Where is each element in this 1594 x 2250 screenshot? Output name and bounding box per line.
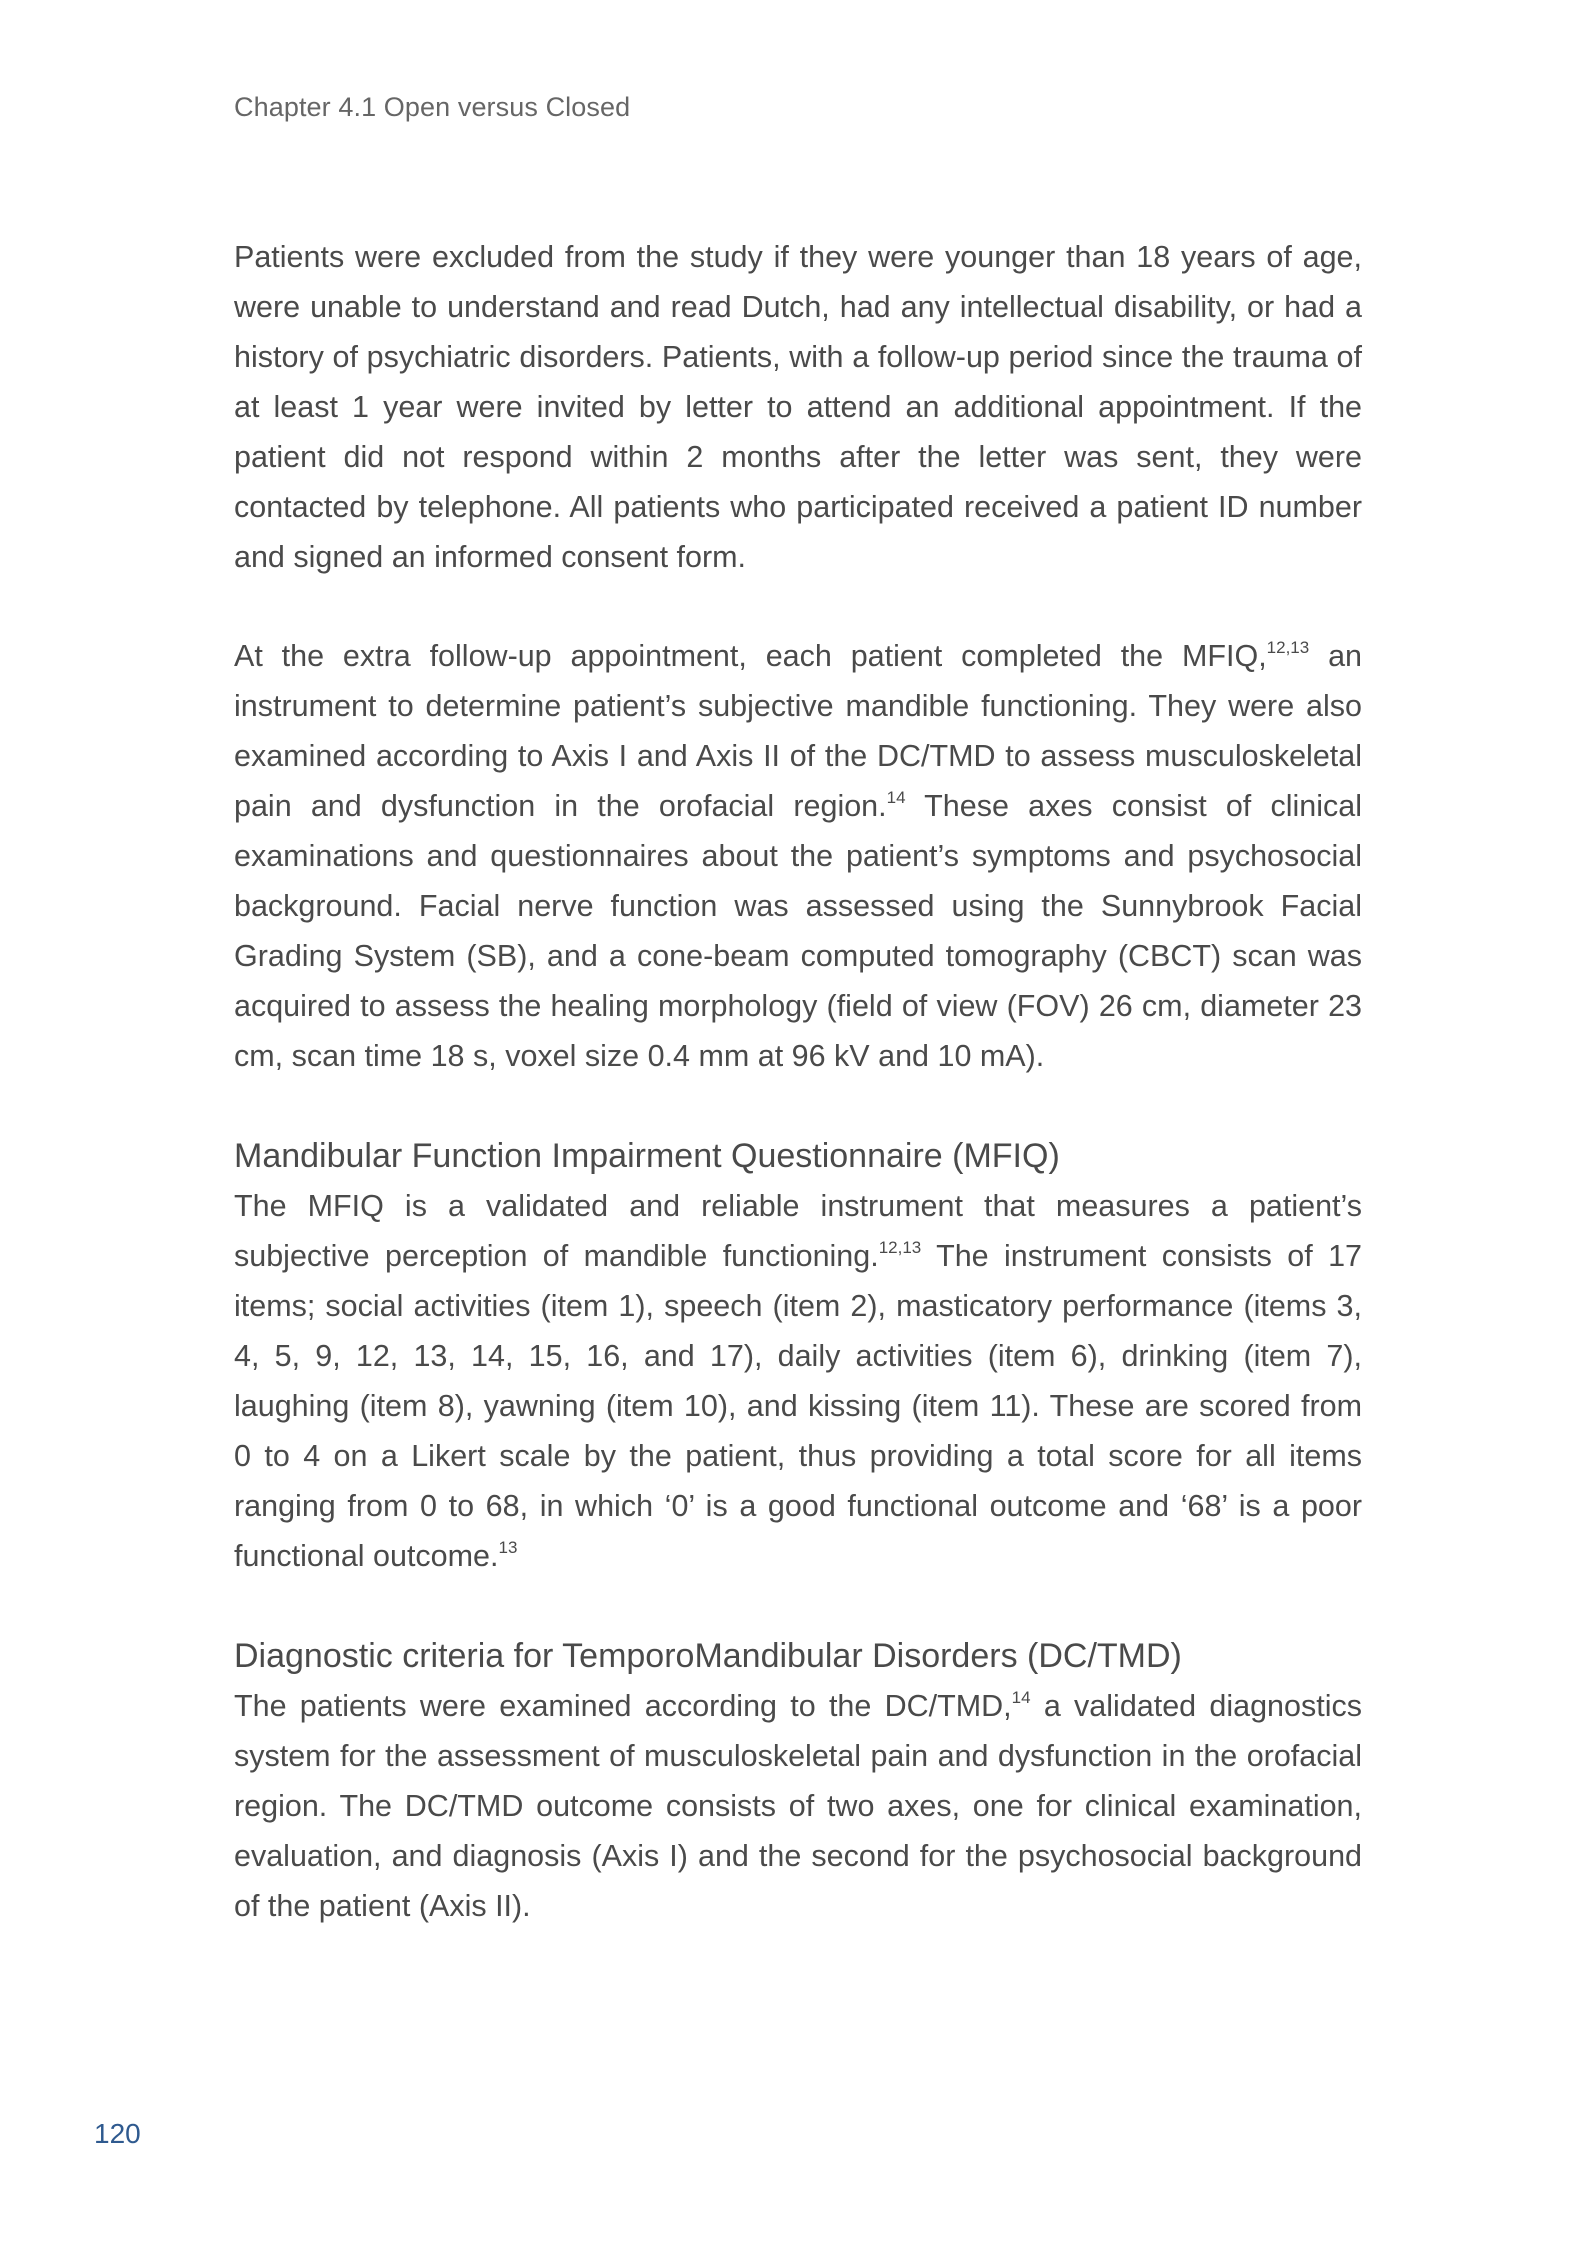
section-heading-dctmd: Diagnostic criteria for TemporoMandibular Disorders (DC/TMD) [234, 1637, 1182, 1675]
paragraph-text: At the extra follow-up appointment, each patient completed the MFIQ, [234, 639, 1267, 673]
paragraph-text: These axes consist of clinical examinations and questionnaires about the patient’s symptoms and psychosocial background. Facial nerve function was assessed using the Sunnybrook Facial Grading System (SB), and a cone-beam computed tomography (CBCT) scan was acquired to assess the healing morphology (field of view (FOV) 26 cm, diameter 23 cm, scan time 18 s, voxel size 0.4 mm at 96 kV and 10 mA). [234, 789, 1362, 1073]
paragraph-exclusion-criteria [234, 232, 1362, 582]
section-heading-mfiq: Mandibular Function Impairment Questionnaire (MFIQ) [234, 1137, 1060, 1175]
paragraph-text: an instrument to determine patient’s subjective mandible functioning. They were also examined according to Axis I and Axis II of the DC/TMD to assess musculoskeletal pain and dysfunction in the orofacial region. [234, 639, 1362, 823]
running-header: Chapter 4.1 Open versus Closed [234, 92, 631, 122]
section-mfiq [234, 1131, 1362, 1581]
page-number: 120 [94, 2118, 141, 2149]
paragraph-dctmd [234, 1681, 1362, 1931]
body-text [234, 232, 1362, 1931]
citation-superscript: 12,13 [878, 1237, 922, 1257]
paragraph-text: a validated diagnostics system for the assessment of musculoskeletal pain and dysfunction in the orofacial region. The DC/TMD outcome consists of two axes, one for clinical examination, evaluation, and diagnosis (Axis I) and the second for the psychosocial background of the patient (Axis II). [234, 1689, 1362, 1923]
citation-superscript: 14 [886, 787, 906, 807]
citation-superscript: 13 [498, 1537, 518, 1557]
paragraph-text: The MFIQ is a validated and reliable instrument that measures a patient’s subjective perception of mandible functioning. [234, 1189, 1362, 1273]
paragraph-follow-up-appointment [234, 631, 1362, 1081]
citation-superscript: 14 [1011, 1687, 1031, 1707]
paragraph-text: Patients were excluded from the study if they were younger than 18 years of age, were unable to understand and read Dutch, had any intellectual disability, or had a history of psychiatric disorders. Patients, with a follow-up period since the trauma of at least 1 year were invited by letter to attend an additional appointment. If the patient did not respond within 2 months after the letter was sent, they were contacted by telephone. All patients who participated received a patient ID number and signed an informed consent form. [234, 240, 1362, 574]
paragraph-mfiq [234, 1181, 1362, 1581]
paragraph-text: The patients were examined according to the DC/TMD, [234, 1689, 1012, 1723]
section-dctmd [234, 1631, 1362, 1931]
paragraph-text: The instrument consists of 17 items; social activities (item 1), speech (item 2), masticatory performance (items 3, 4, 5, 9, 12, 13, 14, 15, 16, and 17), daily activities (item 6), drinking (item 7), laughing (item 8), yawning (item 10), and kissing (item 11). These are scored from 0 to 4 on a Likert scale by the patient, thus providing a total score for all items ranging from 0 to 68, in which ‘0’ is a good functional outcome and ‘68’ is a poor functional outcome. [234, 1239, 1362, 1573]
citation-superscript: 12,13 [1266, 637, 1310, 657]
